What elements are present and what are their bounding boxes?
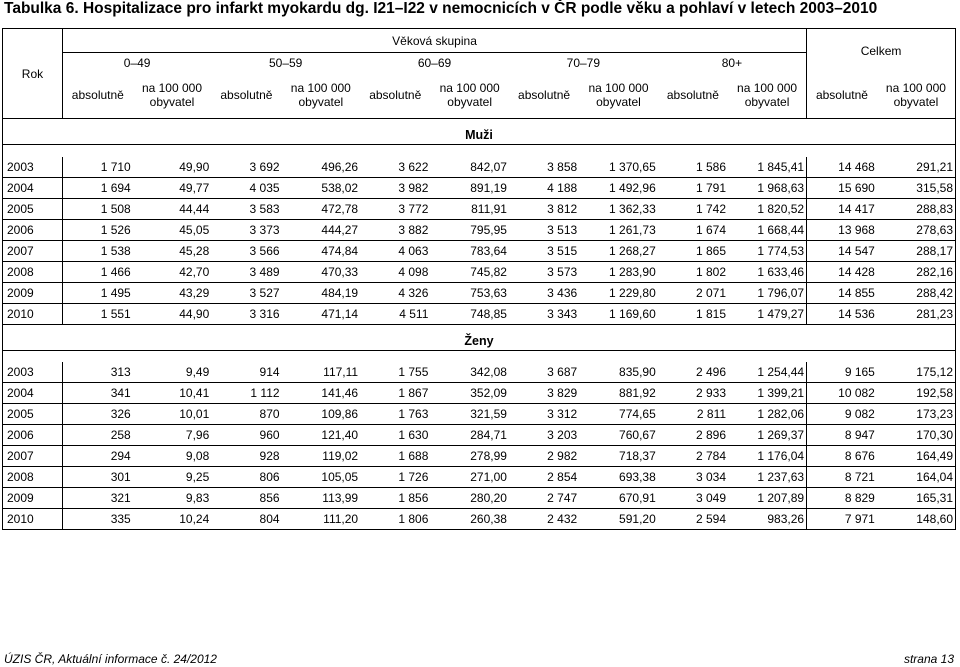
value-cell: 2 071 — [658, 282, 728, 303]
year-cell: 2010 — [3, 509, 63, 530]
section-spacer-cell — [3, 145, 956, 157]
col-header-absolute — [62, 73, 132, 119]
col-header-rate-line2: obyvatel — [893, 95, 939, 110]
value-cell: 342,08 — [430, 362, 509, 383]
age-group-header: 60–69 — [360, 53, 509, 73]
value-cell: 119,02 — [282, 446, 361, 467]
value-cell: 1 526 — [62, 219, 132, 240]
col-header-absolute-label: absolutně — [666, 88, 719, 103]
col-header-rate — [133, 73, 212, 119]
table-row — [3, 488, 956, 509]
value-cell: 1 495 — [62, 282, 132, 303]
value-cell: 321,59 — [430, 404, 509, 425]
value-cell: 1 268,27 — [579, 240, 658, 261]
value-cell: 284,71 — [430, 425, 509, 446]
page-title: Tabulka 6. Hospitalizace pro infarkt myokardu dg. I21–I22 v nemocnicích v ČR podle věku a pohlaví v letech 2003–2010 — [4, 0, 878, 17]
value-cell: 3 489 — [211, 261, 281, 282]
value-cell: 44,90 — [133, 303, 212, 324]
value-cell: 1 674 — [658, 219, 728, 240]
year-cell: 2004 — [3, 383, 63, 404]
year-cell: 2008 — [3, 467, 63, 488]
value-cell: 3 982 — [360, 177, 430, 198]
value-cell: 288,83 — [877, 198, 956, 219]
value-cell: 278,99 — [430, 446, 509, 467]
table-row — [3, 198, 956, 219]
value-cell: 3 203 — [509, 425, 579, 446]
value-cell: 141,46 — [282, 383, 361, 404]
value-cell: 471,14 — [282, 303, 361, 324]
year-cell: 2010 — [3, 303, 63, 324]
value-cell: 1 261,73 — [579, 219, 658, 240]
value-cell: 44,44 — [133, 198, 212, 219]
year-cell: 2005 — [3, 404, 63, 425]
col-header-rate-line1: na 100 000 — [885, 81, 946, 96]
value-cell: 173,23 — [877, 404, 956, 425]
value-cell: 2 594 — [658, 509, 728, 530]
value-cell: 1 774,53 — [728, 240, 807, 261]
value-cell: 301 — [62, 467, 132, 488]
year-cell: 2006 — [3, 219, 63, 240]
col-header-rate-line2: obyvatel — [447, 95, 492, 110]
value-cell: 591,20 — [579, 509, 658, 530]
year-cell: 2005 — [3, 198, 63, 219]
table-row — [3, 383, 956, 404]
value-cell: 1 237,63 — [728, 467, 807, 488]
value-cell: 14 547 — [807, 240, 877, 261]
value-cell: 1 479,27 — [728, 303, 807, 324]
table-row — [3, 425, 956, 446]
year-cell: 2003 — [3, 362, 63, 383]
value-cell: 1 207,89 — [728, 488, 807, 509]
value-cell: 1 763 — [360, 404, 430, 425]
value-cell: 795,95 — [430, 219, 509, 240]
value-cell: 45,28 — [133, 240, 212, 261]
value-cell: 496,26 — [282, 157, 361, 178]
value-cell: 15 690 — [807, 177, 877, 198]
value-cell: 3 436 — [509, 282, 579, 303]
value-cell: 1 112 — [211, 383, 281, 404]
year-cell: 2009 — [3, 488, 63, 509]
value-cell: 175,12 — [877, 362, 956, 383]
value-cell: 10,24 — [133, 509, 212, 530]
col-header-absolute-label: absolutně — [369, 88, 422, 103]
value-cell: 748,85 — [430, 303, 509, 324]
value-cell: 1 466 — [62, 261, 132, 282]
col-header-rate — [282, 73, 361, 119]
section-label: Ženy — [3, 324, 956, 350]
value-cell: 693,38 — [579, 467, 658, 488]
col-header-rate-line1: na 100 000 — [290, 81, 351, 96]
year-cell: 2007 — [3, 446, 63, 467]
value-cell: 170,30 — [877, 425, 956, 446]
value-cell: 281,23 — [877, 303, 956, 324]
value-cell: 474,84 — [282, 240, 361, 261]
value-cell: 280,20 — [430, 488, 509, 509]
value-cell: 14 536 — [807, 303, 877, 324]
value-cell: 313 — [62, 362, 132, 383]
value-cell: 3 583 — [211, 198, 281, 219]
value-cell: 164,04 — [877, 467, 956, 488]
value-cell: 1 806 — [360, 509, 430, 530]
value-cell: 1 229,80 — [579, 282, 658, 303]
value-cell: 9,83 — [133, 488, 212, 509]
col-header-absolute — [360, 73, 430, 119]
value-cell: 835,90 — [579, 362, 658, 383]
table-row — [3, 446, 956, 467]
value-cell: 9,08 — [133, 446, 212, 467]
value-cell: 3 527 — [211, 282, 281, 303]
value-cell: 192,58 — [877, 383, 956, 404]
header-age-group: Věková skupina — [62, 29, 806, 53]
section-spacer-cell — [3, 350, 956, 362]
value-cell: 3 034 — [658, 467, 728, 488]
value-cell: 111,20 — [282, 509, 361, 530]
value-cell: 1 254,44 — [728, 362, 807, 383]
value-cell: 1 688 — [360, 446, 430, 467]
value-cell: 774,65 — [579, 404, 658, 425]
value-cell: 3 312 — [509, 404, 579, 425]
value-cell: 9 082 — [807, 404, 877, 425]
value-cell: 4 035 — [211, 177, 281, 198]
age-group-header: 50–59 — [211, 53, 360, 73]
value-cell: 1 538 — [62, 240, 132, 261]
value-cell: 3 812 — [509, 198, 579, 219]
value-cell: 806 — [211, 467, 281, 488]
value-cell: 3 829 — [509, 383, 579, 404]
col-header-rate-line1: na 100 000 — [588, 81, 649, 96]
col-header-absolute — [509, 73, 579, 119]
value-cell: 718,37 — [579, 446, 658, 467]
value-cell: 49,77 — [133, 177, 212, 198]
col-header-rate — [877, 73, 956, 119]
value-cell: 117,11 — [282, 362, 361, 383]
value-cell: 3 858 — [509, 157, 579, 178]
value-cell: 294 — [62, 446, 132, 467]
value-cell: 3 687 — [509, 362, 579, 383]
col-header-absolute-label: absolutně — [220, 88, 273, 103]
year-cell: 2009 — [3, 282, 63, 303]
value-cell: 14 468 — [807, 157, 877, 178]
value-cell: 870 — [211, 404, 281, 425]
value-cell: 105,05 — [282, 467, 361, 488]
col-header-rate-line1: na 100 000 — [439, 81, 500, 96]
value-cell: 335 — [62, 509, 132, 530]
value-cell: 4 188 — [509, 177, 579, 198]
value-cell: 315,58 — [877, 177, 956, 198]
value-cell: 258 — [62, 425, 132, 446]
table-row — [3, 362, 956, 383]
table-row — [3, 467, 956, 488]
value-cell: 4 326 — [360, 282, 430, 303]
age-group-header: 0–49 — [62, 53, 211, 73]
value-cell: 278,63 — [877, 219, 956, 240]
section-spacer — [3, 350, 956, 362]
value-cell: 1 399,21 — [728, 383, 807, 404]
value-cell: 484,19 — [282, 282, 361, 303]
value-cell: 2 747 — [509, 488, 579, 509]
value-cell: 1 710 — [62, 157, 132, 178]
value-cell: 1 668,44 — [728, 219, 807, 240]
value-cell: 9,49 — [133, 362, 212, 383]
value-cell: 291,21 — [877, 157, 956, 178]
value-cell: 1 492,96 — [579, 177, 658, 198]
col-header-rate — [728, 73, 807, 119]
section-header-row — [3, 324, 956, 350]
value-cell: 928 — [211, 446, 281, 467]
col-header-absolute — [807, 73, 877, 119]
value-cell: 4 511 — [360, 303, 430, 324]
value-cell: 3 343 — [509, 303, 579, 324]
year-cell: 2006 — [3, 425, 63, 446]
value-cell: 842,07 — [430, 157, 509, 178]
table-row — [3, 282, 956, 303]
value-cell: 470,33 — [282, 261, 361, 282]
value-cell: 1 176,04 — [728, 446, 807, 467]
col-header-rate — [579, 73, 658, 119]
value-cell: 760,67 — [579, 425, 658, 446]
value-cell: 148,60 — [877, 509, 956, 530]
age-group-header: 70–79 — [509, 53, 658, 73]
value-cell: 3 772 — [360, 198, 430, 219]
value-cell: 1 694 — [62, 177, 132, 198]
value-cell: 856 — [211, 488, 281, 509]
col-header-rate-line2: obyvatel — [596, 95, 641, 110]
value-cell: 1 968,63 — [728, 177, 807, 198]
value-cell: 1 796,07 — [728, 282, 807, 303]
value-cell: 745,82 — [430, 261, 509, 282]
value-cell: 804 — [211, 509, 281, 530]
value-cell: 2 933 — [658, 383, 728, 404]
table-row — [3, 177, 956, 198]
col-header-rate-line2: obyvatel — [744, 95, 790, 110]
value-cell: 2 896 — [658, 425, 728, 446]
value-cell: 3 882 — [360, 219, 430, 240]
year-cell: 2003 — [3, 157, 63, 178]
value-cell: 3 622 — [360, 157, 430, 178]
value-cell: 2 784 — [658, 446, 728, 467]
value-cell: 3 692 — [211, 157, 281, 178]
value-cell: 3 373 — [211, 219, 281, 240]
age-group-header: 80+ — [658, 53, 807, 73]
value-cell: 326 — [62, 404, 132, 425]
table-row — [3, 404, 956, 425]
value-cell: 1 820,52 — [728, 198, 807, 219]
value-cell: 1 791 — [658, 177, 728, 198]
value-cell: 1 370,65 — [579, 157, 658, 178]
value-cell: 960 — [211, 425, 281, 446]
value-cell: 881,92 — [579, 383, 658, 404]
value-cell: 341 — [62, 383, 132, 404]
value-cell: 8 947 — [807, 425, 877, 446]
value-cell: 1 169,60 — [579, 303, 658, 324]
col-header-rate-line1: na 100 000 — [141, 81, 203, 96]
value-cell: 9 165 — [807, 362, 877, 383]
value-cell: 3 515 — [509, 240, 579, 261]
year-cell: 2008 — [3, 261, 63, 282]
value-cell: 282,16 — [877, 261, 956, 282]
value-cell: 2 982 — [509, 446, 579, 467]
value-cell: 444,27 — [282, 219, 361, 240]
section-spacer — [3, 145, 956, 157]
col-header-absolute-label: absolutně — [71, 88, 124, 103]
header-total: Celkem — [807, 29, 956, 73]
value-cell: 9,25 — [133, 467, 212, 488]
value-cell: 1 867 — [360, 383, 430, 404]
value-cell: 2 854 — [509, 467, 579, 488]
value-cell: 1 362,33 — [579, 198, 658, 219]
value-cell: 811,91 — [430, 198, 509, 219]
year-cell: 2007 — [3, 240, 63, 261]
value-cell: 1 755 — [360, 362, 430, 383]
value-cell: 271,00 — [430, 467, 509, 488]
year-cell: 2004 — [3, 177, 63, 198]
value-cell: 8 829 — [807, 488, 877, 509]
value-cell: 4 063 — [360, 240, 430, 261]
col-header-rate-line2: obyvatel — [149, 95, 195, 110]
header-rok: Rok — [3, 29, 63, 119]
value-cell: 1 282,06 — [728, 404, 807, 425]
table-row — [3, 219, 956, 240]
value-cell: 121,40 — [282, 425, 361, 446]
value-cell: 3 316 — [211, 303, 281, 324]
value-cell: 3 573 — [509, 261, 579, 282]
value-cell: 670,91 — [579, 488, 658, 509]
value-cell: 891,19 — [430, 177, 509, 198]
value-cell: 538,02 — [282, 177, 361, 198]
table-row — [3, 303, 956, 324]
table-row — [3, 240, 956, 261]
value-cell: 10 082 — [807, 383, 877, 404]
hospitalization-table — [2, 28, 956, 530]
value-cell: 1 551 — [62, 303, 132, 324]
value-cell: 1 269,37 — [728, 425, 807, 446]
section-header-row — [3, 119, 956, 145]
col-header-absolute — [211, 73, 281, 119]
value-cell: 45,05 — [133, 219, 212, 240]
value-cell: 321 — [62, 488, 132, 509]
value-cell: 14 855 — [807, 282, 877, 303]
value-cell: 3 049 — [658, 488, 728, 509]
value-cell: 43,29 — [133, 282, 212, 303]
footer-source: ÚZIS ČR, Aktuální informace č. 24/2012 — [4, 652, 217, 666]
value-cell: 753,63 — [430, 282, 509, 303]
value-cell: 1 633,46 — [728, 261, 807, 282]
value-cell: 8 676 — [807, 446, 877, 467]
value-cell: 49,90 — [133, 157, 212, 178]
value-cell: 3 513 — [509, 219, 579, 240]
value-cell: 2 496 — [658, 362, 728, 383]
value-cell: 914 — [211, 362, 281, 383]
value-cell: 164,49 — [877, 446, 956, 467]
value-cell: 14 417 — [807, 198, 877, 219]
value-cell: 783,64 — [430, 240, 509, 261]
value-cell: 42,70 — [133, 261, 212, 282]
value-cell: 3 566 — [211, 240, 281, 261]
value-cell: 288,42 — [877, 282, 956, 303]
value-cell: 1 586 — [658, 157, 728, 178]
value-cell: 2 432 — [509, 509, 579, 530]
section-label: Muži — [3, 119, 956, 145]
value-cell: 288,17 — [877, 240, 956, 261]
value-cell: 260,38 — [430, 509, 509, 530]
value-cell: 1 865 — [658, 240, 728, 261]
value-cell: 7,96 — [133, 425, 212, 446]
value-cell: 1 283,90 — [579, 261, 658, 282]
col-header-absolute-label: absolutně — [815, 88, 868, 103]
value-cell: 472,78 — [282, 198, 361, 219]
value-cell: 10,41 — [133, 383, 212, 404]
col-header-absolute-label: absolutně — [518, 88, 571, 103]
value-cell: 13 968 — [807, 219, 877, 240]
col-header-rate-line2: obyvatel — [298, 95, 344, 110]
value-cell: 2 811 — [658, 404, 728, 425]
value-cell: 1 815 — [658, 303, 728, 324]
value-cell: 352,09 — [430, 383, 509, 404]
value-cell: 1 508 — [62, 198, 132, 219]
col-header-absolute — [658, 73, 728, 119]
value-cell: 8 721 — [807, 467, 877, 488]
value-cell: 1 742 — [658, 198, 728, 219]
table-row — [3, 509, 956, 530]
value-cell: 983,26 — [728, 509, 807, 530]
value-cell: 10,01 — [133, 404, 212, 425]
col-header-rate-line1: na 100 000 — [737, 81, 798, 96]
value-cell: 1 726 — [360, 467, 430, 488]
footer-page-number: strana 13 — [903, 652, 954, 666]
value-cell: 1 630 — [360, 425, 430, 446]
value-cell: 1 845,41 — [728, 157, 807, 178]
table-row — [3, 157, 956, 178]
value-cell: 14 428 — [807, 261, 877, 282]
value-cell: 4 098 — [360, 261, 430, 282]
value-cell: 7 971 — [807, 509, 877, 530]
value-cell: 165,31 — [877, 488, 956, 509]
value-cell: 1 856 — [360, 488, 430, 509]
value-cell: 1 802 — [658, 261, 728, 282]
value-cell: 113,99 — [282, 488, 361, 509]
value-cell: 109,86 — [282, 404, 361, 425]
col-header-rate — [430, 73, 509, 119]
table-row — [3, 261, 956, 282]
